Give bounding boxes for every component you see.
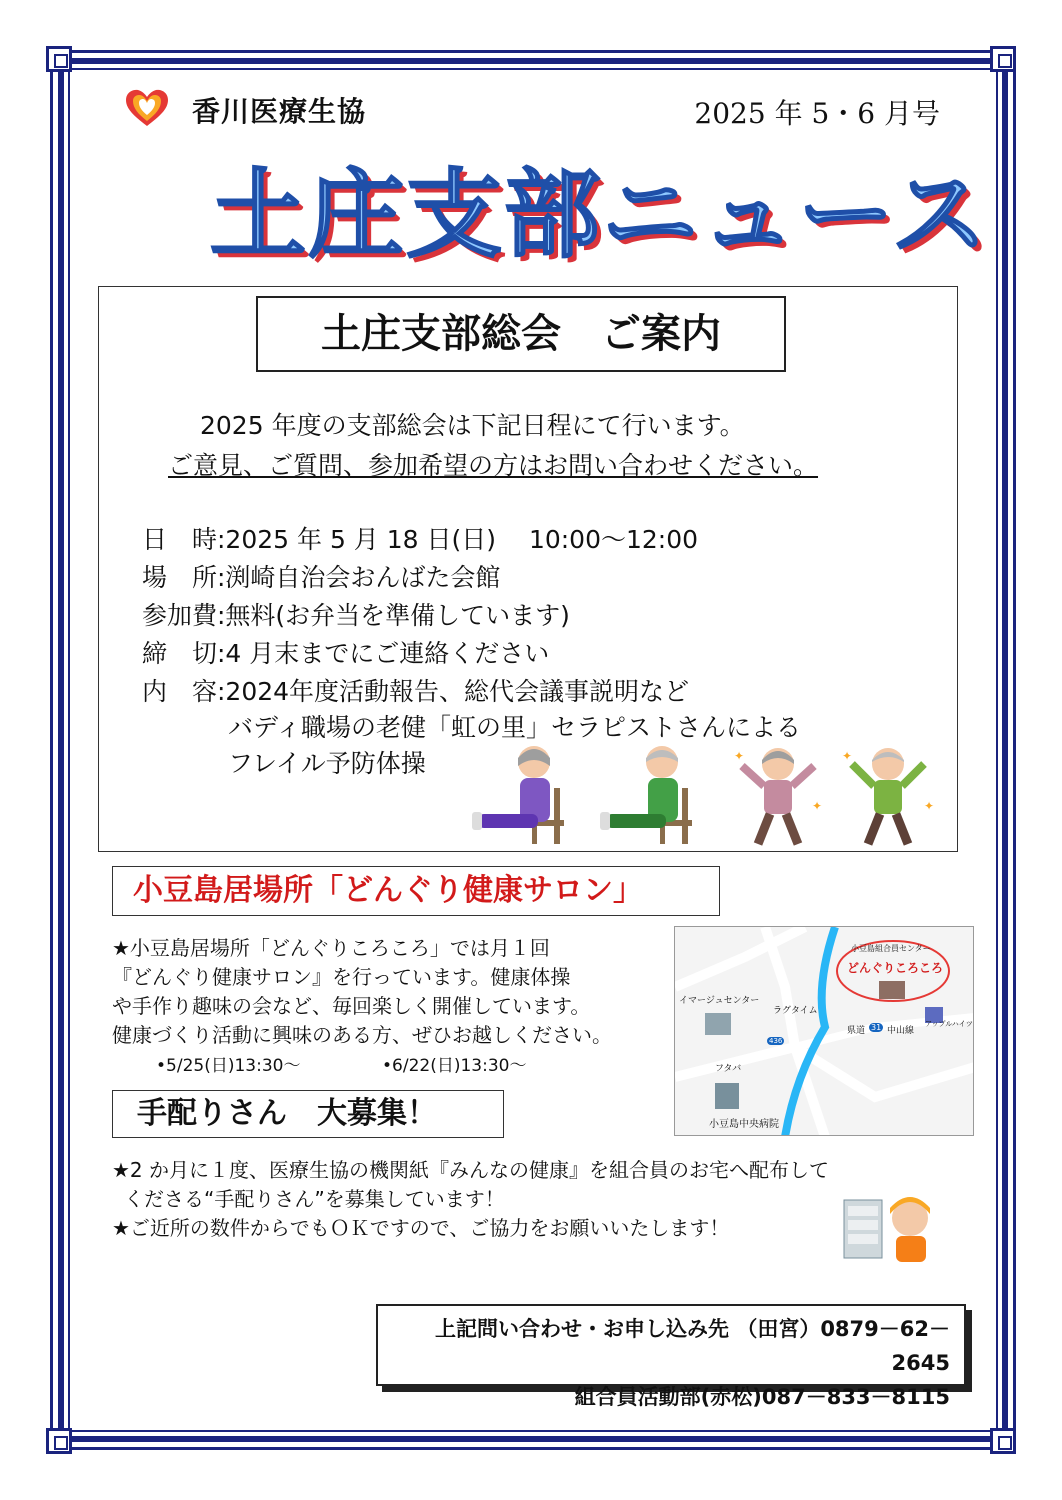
map-route-number: 31 [871,1023,882,1032]
salon-date: •5/25(日)13:30～ [156,1056,301,1076]
seated-exercise-woman-illustration [472,740,582,846]
salon-text: や手作り趣味の会など、毎回楽しく開催しています。 [112,994,591,1018]
general-meeting-title: 土庄支部総会 ご案内 [256,296,786,372]
heart-logo-icon [124,88,170,128]
map-route-number: 436 [769,1037,783,1045]
map-label: 小豆島中央病院 [709,1119,779,1130]
salon-date: •6/22(日)13:30～ [382,1056,527,1076]
seated-exercise-man-illustration [600,740,710,846]
corner-ornament [46,1428,72,1454]
contact-phone: 上記問い合わせ・お申し込み先 （田宮）0879－62－2645 [435,1317,950,1375]
map-label: 小豆島組合員センター [851,944,931,953]
meeting-intro: 2025 年度の支部総会は下記日程にて行います。 [200,411,745,440]
meeting-content-detail: フレイル予防体操 [228,749,426,778]
svg-text:✦: ✦ [842,749,853,763]
cheering-woman-illustration [728,740,828,846]
organization-name: 香川医療生協 [192,95,367,128]
cheering-man-illustration [836,740,940,846]
salon-title: 小豆島居場所「どんぐり健康サロン」 [112,866,720,916]
map-label: アップルハイツ [925,1020,973,1028]
meeting-deadline: 締 切:4 月末までにご連絡ください [142,639,550,668]
corner-ornament [990,1428,1016,1454]
svg-text:✦: ✦ [924,799,935,813]
map-label: フタバ [715,1064,742,1074]
corner-ornament [46,46,72,72]
deliverer-text: くださる“手配りさん”を募集しています！ [124,1187,505,1211]
deliverer-mailbox-illustration [842,1188,938,1264]
contact-box [376,1304,966,1409]
map-label: ラグタイム [773,1006,818,1016]
map-label: 県道 [847,1026,866,1036]
svg-text:✦: ✦ [734,749,745,763]
corner-ornament [990,46,1016,72]
issue-date: 2025 年 5・6 月号 [694,97,940,130]
deliverer-text: ★ご近所の数件からでもＯＫですので、ご協力をお願いいたします！ [112,1216,730,1240]
contact-department: 組合員活動部(赤松)087－833－8115 [574,1385,950,1409]
meeting-place: 場 所:渕崎自治会おんばた会館 [142,563,501,592]
deliverer-title: 手配りさん 大募集！ [112,1090,504,1138]
salon-text: 『どんぐり健康サロン』を行っています。健康体操 [112,965,571,989]
map-label: 中山線 [887,1026,915,1036]
map-label: イマージュセンター [679,996,760,1006]
svg-text:✦: ✦ [812,799,823,813]
salon-text: 健康づくり活動に興味のある方、ぜひお越しください。 [112,1023,612,1047]
meeting-inquiry-note: ご意見、ご質問、参加希望の方はお問い合わせください。 [168,451,819,480]
meeting-content: 内 容:2024年度活動報告、総代会議事説明など [142,677,690,706]
meeting-fee: 参加費:無料(お弁当を準備しています) [142,601,570,630]
deliverer-text: ★2 か月に１度、医療生協の機関紙『みんなの健康』を組合員のお宅へ配布して [112,1158,830,1182]
salon-location-map [674,926,974,1136]
meeting-date: 日 時:2025 年 5 月 18 日(日) 10:00～12:00 [142,525,699,554]
meeting-content-detail: バディ職場の老健「虹の里」セラピストさんによる [228,713,802,742]
salon-text: ★小豆島居場所「どんぐりころころ」では月１回 [112,936,550,960]
map-label: どんぐりころころ [847,961,944,975]
masthead-title: 土庄支部ニュース [210,159,990,271]
